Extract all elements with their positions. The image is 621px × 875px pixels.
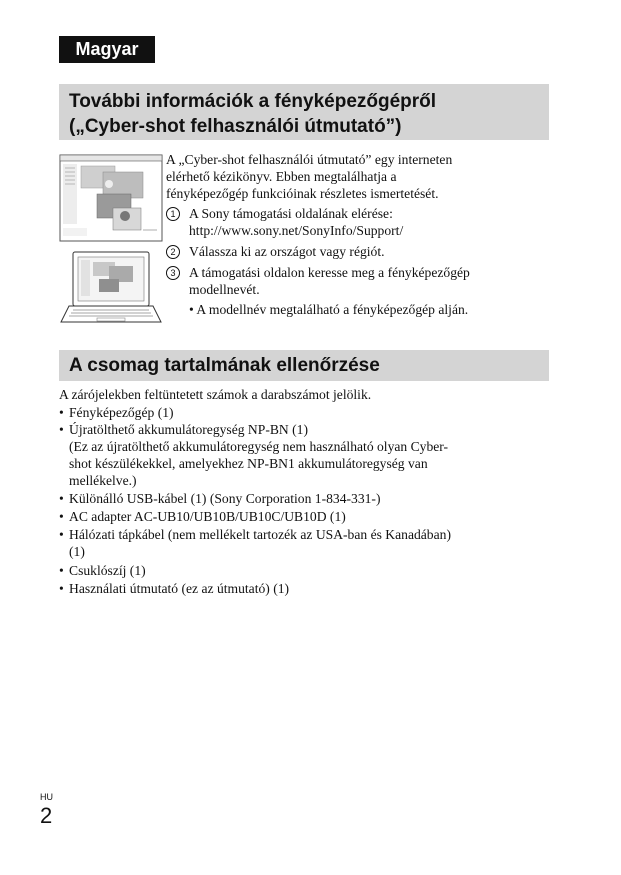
step-number-3: 3 bbox=[166, 264, 180, 282]
list-item: • Különálló USB-kábel (1) (Sony Corporation 1-834-331-) bbox=[59, 491, 381, 506]
step-1-line-1: A Sony támogatási oldalának elérése: bbox=[189, 206, 393, 221]
list-item-continuation: (1) bbox=[69, 544, 85, 559]
page-number: 2 bbox=[40, 803, 53, 828]
step-3-line-1: A támogatási oldalon keresse meg a fényképezőgép bbox=[189, 265, 470, 280]
intro-line-1: A „Cyber-shot felhasználói útmutató” egy interneten bbox=[166, 152, 453, 167]
intro-line-2: elérhető kézikönyv. Ebben megtalálhatja a bbox=[166, 169, 397, 184]
list-item-continuation: (Ez az újratölthető akkumulátoregység nem használható olyan Cyber- bbox=[69, 439, 449, 454]
list-item: • AC adapter AC-UB10/UB10B/UB10C/UB10D (1) bbox=[59, 509, 346, 524]
step-number-2: 2 bbox=[166, 243, 180, 261]
intro-line-3: fényképezőgép funkcióinak részletes ismertetését. bbox=[166, 186, 439, 201]
language-code: HU bbox=[40, 792, 53, 802]
section-heading-line1: További információk a fényképezőgépről bbox=[69, 91, 437, 112]
model-name-note: • A modellnév megtalálható a fényképezőgép alján. bbox=[189, 302, 469, 317]
list-item: • Újratölthető akkumulátoregység NP-BN (1) bbox=[59, 422, 308, 437]
list-item-continuation: mellékelve.) bbox=[69, 473, 137, 488]
section-heading-package-contents: A csomag tartalmának ellenőrzése bbox=[59, 350, 549, 381]
step-2-line-1: Válassza ki az országot vagy régiót. bbox=[189, 244, 385, 259]
step-1-url[interactable]: http://www.sony.net/SonyInfo/Support/ bbox=[189, 223, 404, 238]
laptop-browser-illustration bbox=[59, 154, 163, 326]
list-item: • Csuklószíj (1) bbox=[59, 563, 146, 578]
list-item-continuation: shot készülékekkel, amelyekhez NP-BN1 akkumulátoregység van bbox=[69, 456, 428, 471]
language-tab: Magyar bbox=[59, 36, 155, 63]
step-3-line-2: modellnevét. bbox=[189, 282, 260, 297]
list-item: • Hálózati tápkábel (nem mellékelt tartozék az USA-ban és Kanadában) bbox=[59, 527, 451, 542]
list-item: • Fényképezőgép (1) bbox=[59, 405, 174, 420]
list-item: • Használati útmutató (ez az útmutató) (1) bbox=[59, 581, 290, 596]
section-heading-line2: („Cyber-shot felhasználói útmutató”) bbox=[69, 116, 402, 137]
package-intro: A zárójelekben feltüntetett számok a darabszámot jelölik. bbox=[59, 387, 372, 402]
step-number-1: 1 bbox=[166, 205, 180, 223]
section-heading-more-info bbox=[59, 84, 549, 140]
